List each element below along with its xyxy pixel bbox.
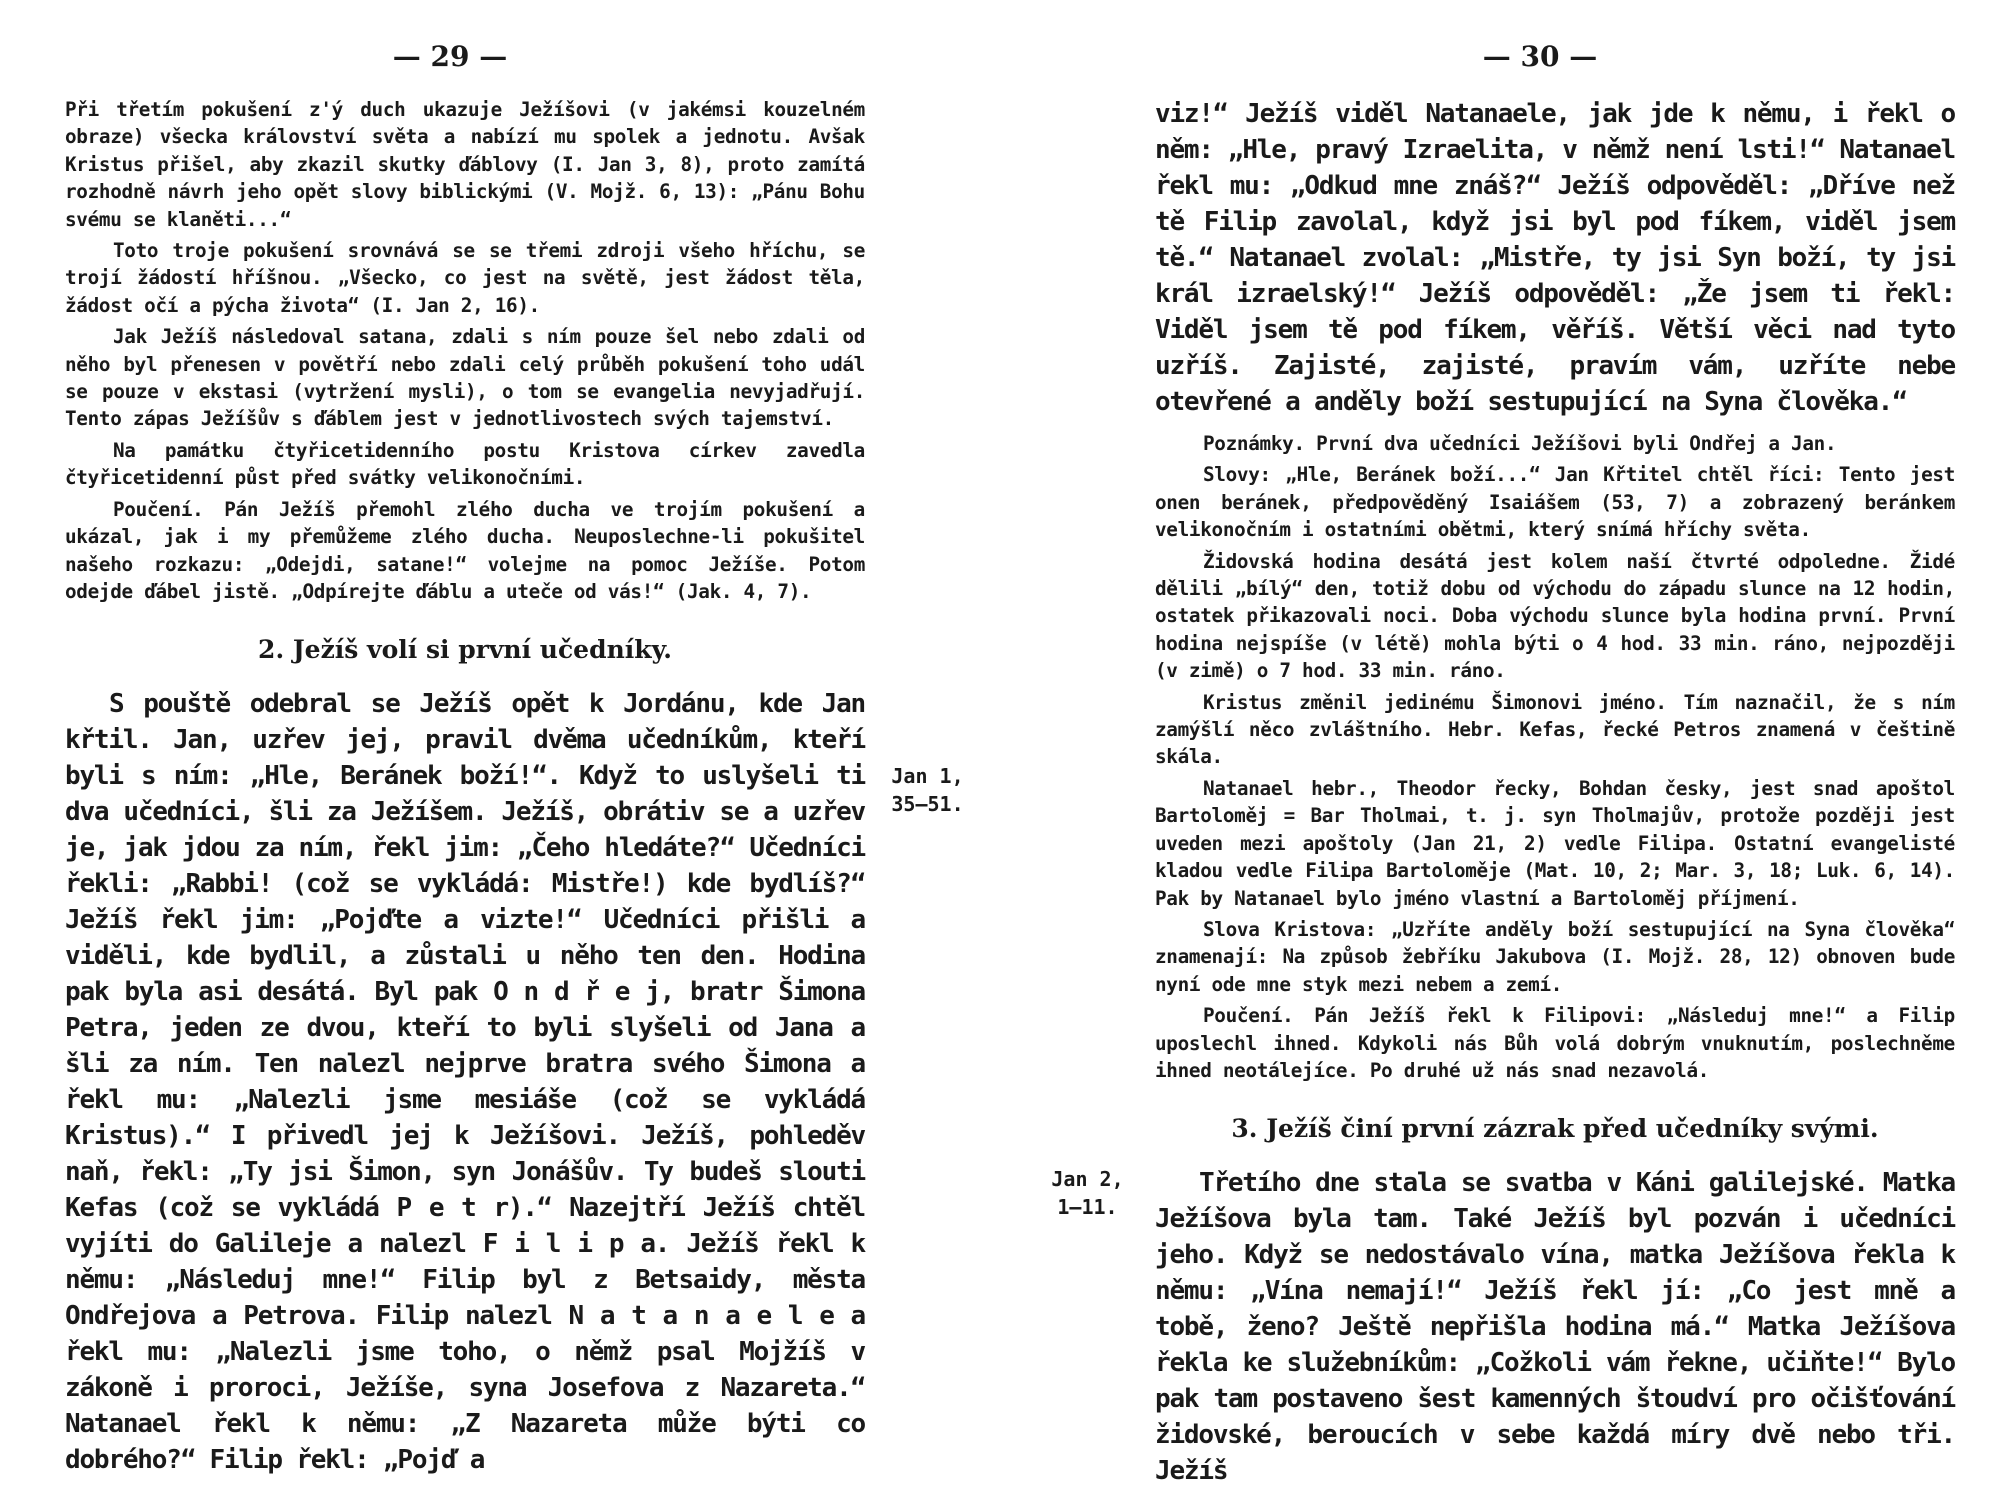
body-text-continued: viz!“ Ježíš viděl Natanaele, jak jde k němu, i řekl o něm: „Hle, pravý Izraelita, v němž není lsti!“ Natanael řekl mu: „Odkud mne znáš?“ Ježíš odpověděl: „Dříve než tě Filip zavolal, když jsi byl pod fíkem, viděl jsem tě.“ Natanael zvolal: „Mistře, ty jsi Syn boží, ty jsi král izraelský!“ Ježíš odpověděl: „Že jsem ti řekl: Viděl jsem tě pod fíkem, věříš. Větší věci nad tyto uzříš. Zajisté, zajisté, pravím vám, uzříte nebe otevřené a anděly boží sestupující na Syna člověka.“	[1155, 99, 1955, 417]
pouceni-label: Poučení.	[1203, 1004, 1294, 1028]
note-paragraph: Kristus změnil jedinému Šimonovi jméno. Tím naznačil, že s ním zamýšlí něco zvláštního. Hebr. Kefas, řecké Petros znamená v češtině skála.	[1155, 690, 1955, 769]
paragraph: Toto troje pokušení srovnává se se třemi zdroji všeho hříchu, se trojí žádostí hříšnou. „Všecko, co jest na světě, jest žádost těla, žádost očí a pýcha života“ (I. Jan 2, 16).	[65, 239, 865, 317]
left-text-column	[65, 96, 865, 1478]
paragraph: Na památku čtyřicetidenního postu Kristova církev zavedla čtyřicetidenní půst před svátky velikonočními.	[65, 438, 865, 490]
pouceni-paragraph	[1155, 1002, 1955, 1084]
note-paragraph: Natanael hebr., Theodor řecky, Bohdan česky, jest snad apoštol Bartoloměj = Bar Tholmai, t. j. syn Tholmajův, protože později jest uveden mezi apoštoly (Jan 21, 2) vedle Filipa. Ostatní evangelisté kladou vedle Filipa Bartoloměje (Mat. 10, 2; Mar. 3, 18; Luk. 6, 14). Pak by Natanael bylo jméno vlastní a Bartoloměj příjmení.	[1155, 776, 1955, 910]
page-number: — 29 —	[392, 40, 508, 73]
page-number: — 30 —	[1482, 40, 1598, 73]
poznamky-paragraph	[1155, 430, 1955, 457]
paragraph: Při třetím pokušení z'ý duch ukazuje Ježíšovi (v jakémsi kouzelném obraze) všecka království světa a nabízí mu spolek a jednotu. Avšak Kristus přišel, aby zkazil skutky ďáblovy (I. Jan 3, 8), proto zamítá rozhodně návrh jeho opět slovy biblickými (V. Mojž. 6, 13): „Pánu Bohu svému se klaněti...“	[65, 98, 865, 231]
poznamky-label: Poznámky.	[1203, 432, 1305, 455]
note-paragraph: Slovy: „Hle, Beránek boží...“ Jan Křtitel chtěl říci: Tento jest onen beránek, předpověděný Isaiášem (53, 7) a zobrazený beránkem velikonočním i ostatními obětmi, který snímá hříchy světa.	[1155, 463, 1955, 542]
body-text: Třetího dne stala se svatba v Káni galilejské. Matka Ježíšova byla tam. Také Ježíš byl pozván i učedníci jeho. Když se nedostávalo vína, matka Ježíšova řekla k němu: „Vína nemají!“ Ježíš řekl jí: „Co jest mně a tobě, ženo? Ještě nepřišla hodina má.“ Matka Ježíšova řekla ke služebníkům: „Cožkoli vám řekne, učiňte!“ Bylo pak tam postaveno šest kamenných štoudví pro očišťování židovské, beroucích v sebe každá míry dvě nebo tři. Ježíš	[1155, 1168, 1955, 1487]
right-page	[1000, 0, 1994, 1500]
poznamky-text: První dva učedníci Ježíšovi byli Ondřej a Jan.	[1304, 432, 1837, 455]
margin-reference: Jan 1, 35—51.	[891, 764, 964, 816]
note-paragraph: Slova Kristova: „Uzříte anděly boží sestupující na Syna člověka“ znamenají: Na způsob žebříku Jakubova (I. Mojž. 28, 12) obnoven bude nyní ode mne styk mezi nebem a zemí.	[1155, 917, 1955, 996]
pouceni-text: Pán Ježíš přemohl zlého ducha ve trojím pokušení a ukázal, jak i my přemůžeme zlého ducha. Neuposlechne-li pokušitel našeho rozkazu: „Odejdi, satane!“ volejme na pomoc Ježíše. Potom odejde ďábel jistě. „Odpírejte ďáblu a uteče od vás!“ (Jak. 4, 7).	[65, 497, 865, 603]
right-text-column	[1155, 96, 1955, 1489]
margin-reference: Jan 2, 1—11.	[1051, 1167, 1124, 1219]
pouceni-text: Pán Ježíš řekl k Filipovi: „Následuj mne!“ a Filip uposlechl ihned. Kdykoli nás Bůh volá dobrým vnuknutím, poslechněme ihned neotálejíce. Po druhé už nás snad nezavolá.	[1155, 1004, 1955, 1082]
pouceni-label: Poučení.	[113, 497, 204, 521]
section-title: 3. Ježíš činí první zázrak před učedníky svými.	[1231, 1114, 1879, 1144]
note-paragraph: Židovská hodina desátá jest kolem naší čtvrté odpoledne. Židé dělili „bílý“ den, totiž dobu od východu do západu slunce na 12 hodin, ostatek přikazovali noci. Doba východu slunce byla hodina první. První hodina nejspíše (v létě) mohla býti o 4 hod. 33 min. ráno, nejpozději (v zimě) o 7 hod. 33 min. ráno.	[1155, 549, 1955, 683]
paragraph: Jak Ježíš následoval satana, zdali s ním pouze šel nebo zdali od něho byl přenesen v povětří nebo zdali celý průběh pokušení toho udál se pouze v ekstasi (vytržení mysli), o tom se evangelia nevyjadřují. Tento zápas Ježíšův s ďáblem jest v jednotlivostech svých tajemství.	[65, 325, 865, 431]
body-text: S pouště odebral se Ježíš opět k Jordánu, kde Jan křtil. Jan, uzřev jej, pravil dvěma učedníkům, kteří byli s ním: „Hle, Beránek boží!“. Když to uslyšeli ti dva učedníci, šli za Ježíšem. Ježíš, obrátiv se a uzřev je, jak jdou za ním, řekl jim: „Čeho hledáte?“ Učedníci řekli: „Rabbi! (což se vykládá: Mistře!) kde bydlíš?“ Ježíš řekl jim: „Pojďte a vizte!“ Učedníci přišli a viděli, kde bydlil, a zůstali u něho ten den. Hodina pak byla asi desátá. Byl pak O n d ř e j, bratr Šimona Petra, jeden ze dvou, kteří to byli slyšeli od Jana a šli za ním. Ten nalezl nejprve bratra svého Šimona a řekl mu: „Nalezli jsme mesiáše (což se vykládá Kristus).“ I přivedl jej k Ježíšovi. Ježíš, pohleděv naň, řekl: „Ty jsi Šimon, syn Jonášův. Ty budeš slouti Kefas (což se vykládá P e t r).“ Nazejtří Ježíš chtěl vyjíti do Galileje a nalezl F i l i p a. Ježíš řekl k němu: „Následuj mne!“ Filip byl z Betsaidy, města Ondřejova a Petrova. Filip nalezl N a t a n a e l e a řekl mu: „Nalezli jsme toho, o němž psal Mojžíš v zákoně i proroci, Ježíše, syna Josefova z Nazareta.“ Natanael řekl k němu: „Z Nazareta může býti co dobrého?“ Filip řekl: „Pojď a	[65, 689, 865, 1476]
section-title: 2. Ježíš volí si první učedníky.	[258, 635, 672, 665]
pouceni-paragraph	[65, 496, 865, 606]
